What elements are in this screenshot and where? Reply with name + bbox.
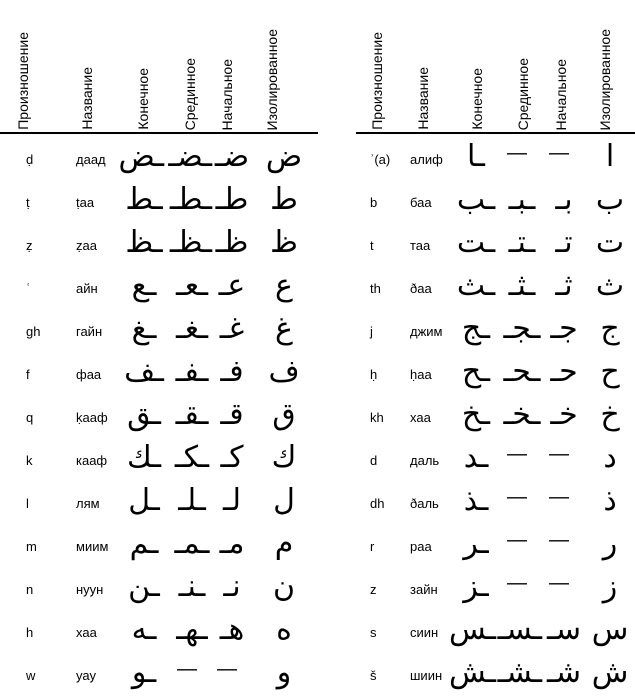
header-name: Название [415, 67, 431, 130]
medial-form-cell: ـظـ [169, 225, 212, 260]
final-form-cell: ـس [448, 612, 496, 647]
pronunciation-cell: ḥ [370, 367, 378, 382]
medial-form-cell: ـبـ [508, 182, 536, 217]
initial-form-cell: غـ [219, 311, 245, 346]
pronunciation-cell: ʿ [26, 281, 31, 296]
letter-name-cell: уау [76, 668, 96, 683]
pronunciation-cell: ẓ [26, 238, 33, 253]
letter-name-cell: ḳааф [76, 410, 108, 425]
isolated-form-cell: ت [595, 225, 625, 260]
table-row [0, 570, 318, 613]
pronunciation-cell: kh [370, 410, 384, 425]
initial-form-cell: مـ [219, 526, 245, 561]
initial-form-cell: فـ [220, 354, 244, 389]
table-row [356, 441, 635, 484]
letter-name-cell: хаа [410, 410, 431, 425]
final-form-cell: ـو [131, 655, 157, 690]
final-form-cell: ـث [456, 268, 496, 303]
isolated-form-cell: ر [602, 526, 618, 561]
isolated-form-cell: ن [272, 569, 296, 604]
final-form-cell: ـج [461, 311, 491, 346]
medial-form-cell: ـغـ [175, 311, 209, 346]
isolated-form-cell: ل [273, 483, 295, 518]
pronunciation-cell: r [370, 539, 375, 554]
final-form-cell: ـغ [131, 311, 157, 346]
medial-form-cell: — [507, 572, 527, 594]
isolated-form-cell: ظ [270, 225, 298, 260]
header-name: Название [79, 67, 95, 130]
final-form-cell: ـر [463, 526, 489, 561]
letter-name-cell: айн [76, 281, 98, 296]
pronunciation-cell: ʾ(a) [370, 152, 391, 167]
isolated-form-cell: ح [600, 354, 620, 389]
initial-form-cell: لـ [223, 483, 241, 518]
letter-name-cell: ðаа [410, 281, 432, 296]
table-row [356, 269, 635, 312]
letter-name-cell: нуун [76, 582, 104, 597]
letter-name-cell: хаа [76, 625, 97, 640]
letter-name-cell: миим [76, 539, 109, 554]
initial-form-cell: ضـ [214, 139, 250, 174]
pronunciation-cell: th [370, 281, 381, 296]
final-form-cell: ـف [124, 354, 164, 389]
initial-form-cell: — [549, 443, 569, 465]
final-form-cell: ـض [118, 139, 164, 174]
initial-form-cell: عـ [218, 268, 246, 303]
final-form-cell: ـش [448, 655, 496, 690]
letter-name-cell: сиин [410, 625, 439, 640]
pronunciation-cell: h [26, 625, 34, 640]
table-row [0, 140, 318, 183]
final-form-cell: ـخ [461, 397, 491, 432]
letter-name-cell: баа [410, 195, 432, 210]
pronunciation-cell: ḍ [26, 152, 34, 167]
table-row [0, 312, 318, 355]
medial-form-cell: ـثـ [508, 268, 536, 303]
initial-form-cell: سـ [547, 612, 581, 647]
final-form-cell: ـع [131, 268, 157, 303]
final-form-cell: ـك [126, 440, 162, 475]
final-form-cell: ـه [131, 612, 157, 647]
final-form-cell: ـم [129, 526, 159, 561]
right-table [356, 0, 635, 700]
medial-form-cell: ـفـ [175, 354, 209, 389]
isolated-form-cell: س [591, 612, 629, 647]
initial-form-cell: ثـ [555, 268, 573, 303]
letter-name-cell: шиин [410, 668, 443, 683]
medial-form-cell: ـهـ [176, 612, 208, 647]
pronunciation-cell: j [370, 324, 373, 339]
header-final: Конечное [135, 68, 151, 130]
initial-form-cell: خـ [550, 397, 578, 432]
medial-form-cell: ـحـ [503, 354, 541, 389]
final-form-cell: ـن [128, 569, 160, 604]
final-form-cell: ـح [461, 354, 491, 389]
letter-name-cell: фаа [76, 367, 102, 382]
table-row [356, 656, 635, 699]
medial-form-cell: — [177, 658, 197, 680]
table-row [0, 613, 318, 656]
medial-form-cell: ـنـ [178, 569, 206, 604]
table-row [0, 183, 318, 226]
header-isolated: Изолированное [264, 28, 280, 130]
letter-name-cell: ðаль [410, 496, 439, 511]
left-header-row [0, 0, 318, 134]
letter-name-cell: зайн [410, 582, 438, 597]
pronunciation-cell: s [370, 625, 377, 640]
letter-name-cell: кааф [76, 453, 108, 468]
header-medial: Срединное [515, 57, 531, 130]
isolated-form-cell: ه [276, 612, 292, 647]
pronunciation-cell: d [370, 453, 378, 468]
isolated-form-cell: ب [595, 182, 625, 217]
isolated-form-cell: م [274, 526, 294, 561]
pronunciation-cell: w [26, 668, 36, 683]
table-row [356, 484, 635, 527]
table-row [356, 613, 635, 656]
header-pronunciation: Произношение [15, 32, 31, 130]
medial-form-cell: — [507, 443, 527, 465]
final-form-cell: ـذ [463, 483, 489, 518]
isolated-form-cell: ش [591, 655, 629, 690]
medial-form-cell: ـسـ [497, 612, 542, 647]
initial-form-cell: — [549, 529, 569, 551]
table-row [0, 484, 318, 527]
table-row [0, 441, 318, 484]
isolated-form-cell: ا [605, 139, 615, 174]
pronunciation-cell: m [26, 539, 37, 554]
letter-name-cell: ṭаа [76, 195, 95, 210]
pronunciation-cell: l [26, 496, 29, 511]
pronunciation-cell: k [26, 453, 33, 468]
initial-form-cell: شـ [547, 655, 581, 690]
isolated-form-cell: ذ [603, 483, 617, 518]
isolated-form-cell: ض [265, 139, 303, 174]
isolated-form-cell: ق [272, 397, 296, 432]
letter-name-cell: джим [410, 324, 443, 339]
initial-form-cell: حـ [550, 354, 578, 389]
final-form-cell: ـظ [125, 225, 163, 260]
table-row [356, 527, 635, 570]
letter-name-cell: даад [76, 152, 106, 167]
initial-form-cell: — [549, 486, 569, 508]
initial-form-cell: — [549, 142, 569, 164]
table-row [356, 355, 635, 398]
table-row [0, 269, 318, 312]
initial-form-cell: ظـ [215, 225, 249, 260]
initial-form-cell: نـ [223, 569, 241, 604]
medial-form-cell: — [507, 529, 527, 551]
isolated-form-cell: ز [602, 569, 618, 604]
isolated-form-cell: ع [275, 268, 293, 303]
table-row [0, 527, 318, 570]
isolated-form-cell: ك [271, 440, 297, 475]
isolated-form-cell: د [603, 440, 617, 475]
final-form-cell: ـل [128, 483, 160, 518]
letter-name-cell: таа [410, 238, 431, 253]
letter-name-cell: раа [410, 539, 432, 554]
pronunciation-cell: b [370, 195, 378, 210]
pronunciation-cell: n [26, 582, 34, 597]
initial-form-cell: هـ [219, 612, 245, 647]
medial-form-cell: ـلـ [178, 483, 206, 518]
pronunciation-cell: š [370, 668, 377, 683]
table-row [0, 226, 318, 269]
right-header-row [356, 0, 635, 134]
header-initial: Начальное [219, 58, 235, 130]
medial-form-cell: ـخـ [503, 397, 541, 432]
initial-form-cell: — [217, 658, 237, 680]
isolated-form-cell: خ [600, 397, 620, 432]
final-form-cell: ـط [125, 182, 163, 217]
final-form-cell: ـا [467, 139, 485, 174]
table-row [356, 183, 635, 226]
pronunciation-cell: ṭ [26, 195, 30, 210]
table-row [0, 398, 318, 441]
final-form-cell: ـز [463, 569, 489, 604]
medial-form-cell: — [507, 486, 527, 508]
medial-form-cell: ـطـ [169, 182, 212, 217]
initial-form-cell: كـ [220, 440, 244, 475]
header-pronunciation: Произношение [369, 32, 385, 130]
letter-name-cell: ẓаа [76, 238, 97, 253]
letter-name-cell: лям [76, 496, 100, 511]
medial-form-cell: ـمـ [174, 526, 210, 561]
medial-form-cell: ـضـ [168, 139, 212, 174]
final-form-cell: ـد [463, 440, 489, 475]
medial-form-cell: ـقـ [175, 397, 209, 432]
final-form-cell: ـت [456, 225, 496, 260]
medial-form-cell: ـعـ [175, 268, 209, 303]
isolated-form-cell: ث [595, 268, 625, 303]
letter-name-cell: даль [410, 453, 440, 468]
header-final: Конечное [469, 68, 485, 130]
medial-form-cell: ـتـ [508, 225, 536, 260]
table-row [0, 355, 318, 398]
isolated-form-cell: غ [275, 311, 293, 346]
letter-name-cell: гайн [76, 324, 103, 339]
pronunciation-cell: gh [26, 324, 41, 339]
pronunciation-cell: dh [370, 496, 385, 511]
table-row [356, 398, 635, 441]
isolated-form-cell: ف [268, 354, 300, 389]
medial-form-cell: ـجـ [503, 311, 541, 346]
header-isolated: Изолированное [597, 28, 613, 130]
letter-name-cell: ḥаа [410, 367, 432, 382]
table-row [356, 140, 635, 183]
pronunciation-cell: f [26, 367, 30, 382]
initial-form-cell: طـ [215, 182, 249, 217]
medial-form-cell: ـشـ [497, 655, 542, 690]
final-form-cell: ـب [456, 182, 496, 217]
initial-form-cell: — [549, 572, 569, 594]
final-form-cell: ـق [127, 397, 161, 432]
isolated-form-cell: ط [270, 182, 298, 217]
initial-form-cell: قـ [220, 397, 244, 432]
header-medial: Срединное [182, 57, 198, 130]
table-row [356, 312, 635, 355]
pronunciation-cell: q [26, 410, 34, 425]
isolated-form-cell: ج [600, 311, 620, 346]
header-initial: Начальное [553, 58, 569, 130]
pronunciation-cell: t [370, 238, 374, 253]
isolated-form-cell: و [276, 655, 292, 690]
pronunciation-cell: z [370, 582, 377, 597]
table-row [356, 226, 635, 269]
initial-form-cell: جـ [550, 311, 578, 346]
medial-form-cell: ـكـ [174, 440, 210, 475]
table-row [0, 656, 318, 699]
initial-form-cell: تـ [555, 225, 573, 260]
letter-name-cell: алиф [410, 152, 443, 167]
medial-form-cell: — [507, 142, 527, 164]
table-row [356, 570, 635, 613]
initial-form-cell: بـ [555, 182, 573, 217]
